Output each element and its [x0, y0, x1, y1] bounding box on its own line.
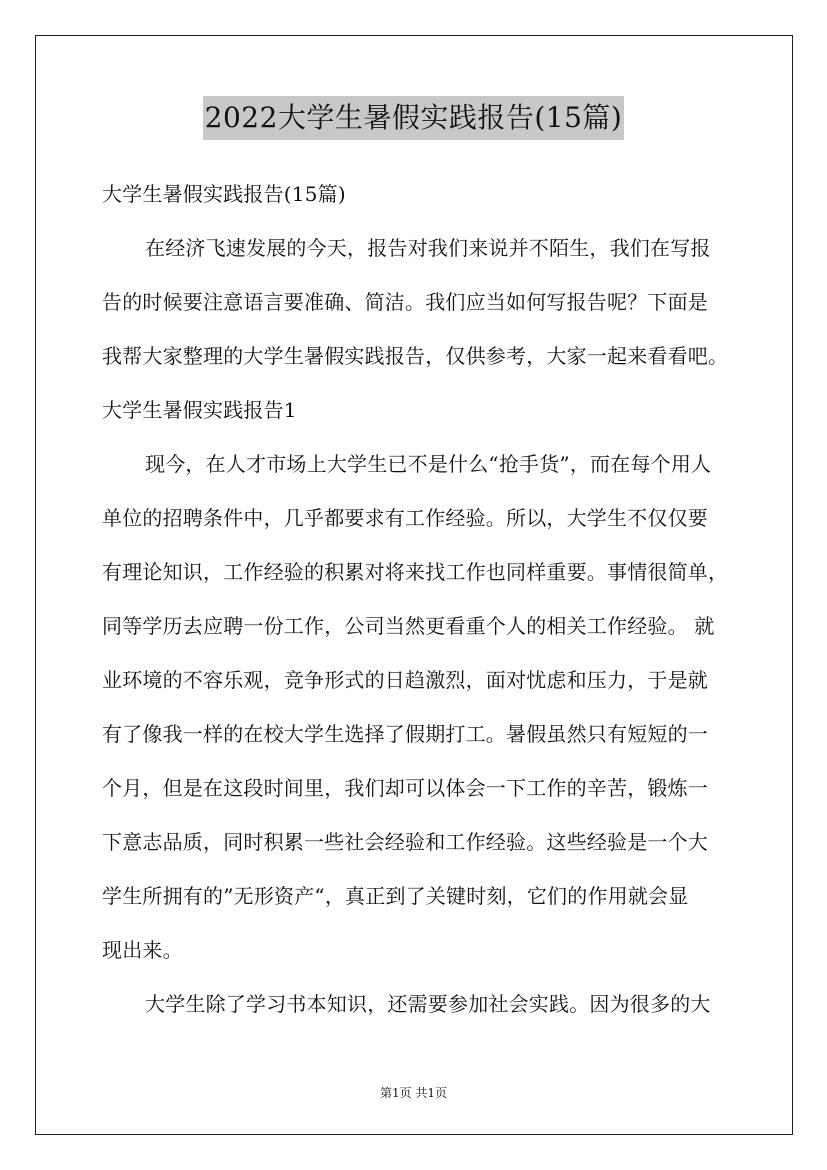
document-title: 2022大学生暑假实践报告(15篇) [203, 96, 625, 140]
paragraph-line: 我帮大家整理的大学生暑假实践报告，仅供参考，大家一起来看看吧。 [102, 344, 729, 368]
paragraph-line: 同等学历去应聘一份工作，公司当然更看重个人的相关工作经验。 就 [102, 614, 715, 638]
subtitle: 大学生暑假实践报告(15篇) [102, 182, 346, 206]
paragraph-line: 个月，但是在这段时间里，我们却可以体会一下工作的辛苦，锻炼一 [102, 776, 708, 800]
paragraph-line: 现出来。 [102, 938, 183, 962]
paragraph-line: 业环境的不容乐观，竞争形式的日趋激烈，面对忧虑和压力，于是就 [102, 668, 708, 692]
paragraph-line: 告的时候要注意语言要准确、简洁。我们应当如何写报告呢？下面是 [102, 290, 708, 314]
title-container [0, 96, 827, 140]
paragraph-line: 学生所拥有的”无形资产“，真正到了关键时刻，它们的作用就会显 [102, 884, 689, 908]
section-heading: 大学生暑假实践报告1 [102, 398, 297, 422]
paragraph-line: 在经济飞速发展的今天，报告对我们来说并不陌生，我们在写报 [145, 236, 711, 260]
paragraph-line: 有理论知识，工作经验的积累对将来找工作也同样重要。事情很简单， [102, 560, 729, 584]
paragraph-line: 下意志品质，同时积累一些社会经验和工作经验。这些经验是一个大 [102, 830, 708, 854]
paragraph-line: 有了像我一样的在校大学生选择了假期打工。暑假虽然只有短短的一 [102, 722, 708, 746]
paragraph-line: 大学生除了学习书本知识，还需要参加社会实践。因为很多的大 [145, 992, 711, 1016]
paragraph-line: 单位的招聘条件中，几乎都要求有工作经验。所以，大学生不仅仅要 [102, 506, 708, 530]
paragraph-line: 现今，在人才市场上大学生已不是什么“抢手货”，而在每个用人 [145, 452, 712, 476]
page-footer: 第1页 共1页 [379, 1086, 448, 1100]
